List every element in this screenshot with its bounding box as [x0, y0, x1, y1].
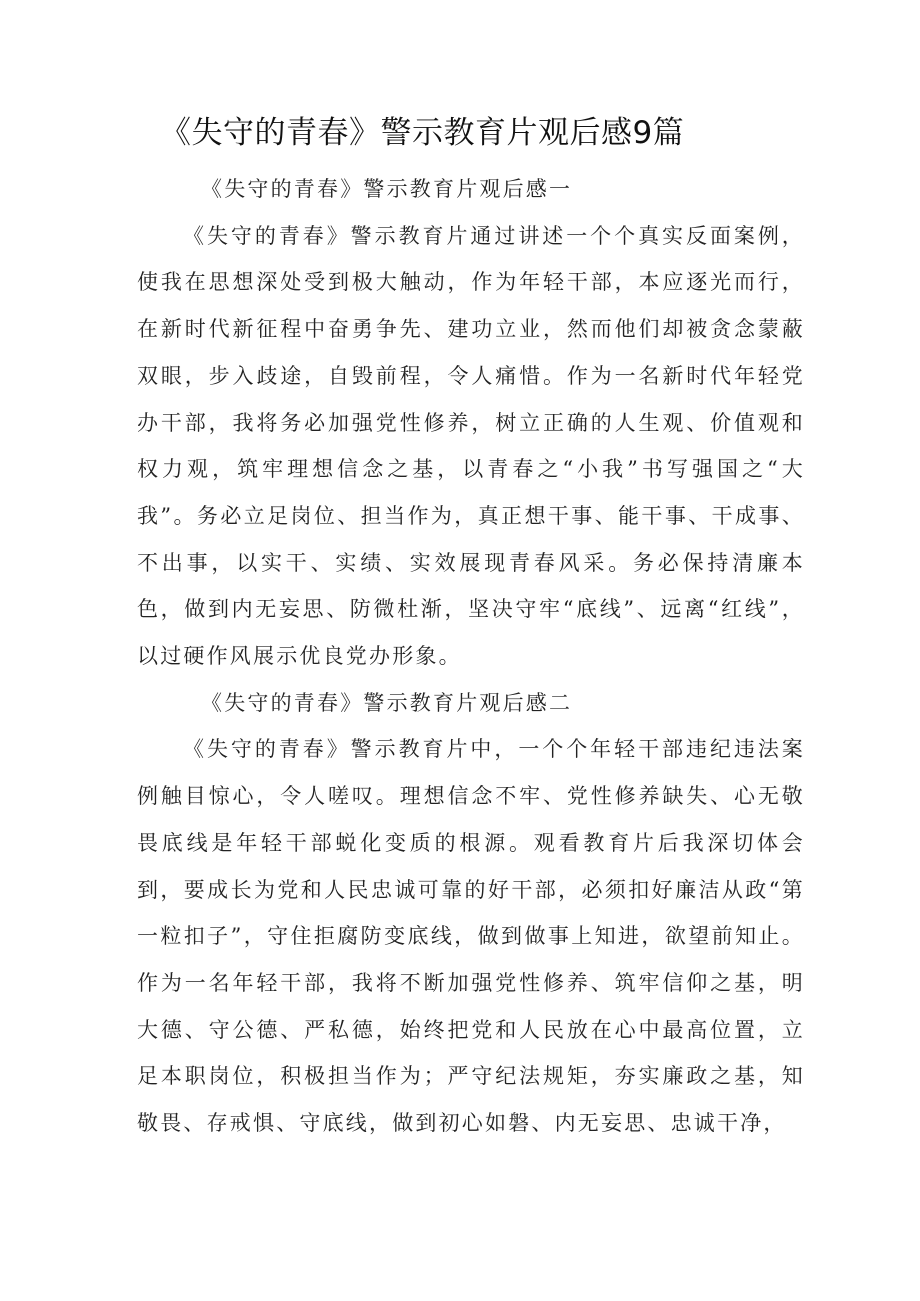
- document-title: 《失守的青春》警示教育片观后感9篇: [160, 115, 685, 151]
- section-paragraph-2: 《失守的青春》警示教育片中，一个个年轻干部违纪违法案例触目惊心，令人嗟叹。理想信念不牢、党性修养缺失、心无敬畏底线是年轻干部蜕化变质的根源。观看教育片后我深切体会到，要成长为党和人民忠诚可靠的好干部，必须扣好廉洁从政“第一粒扣子”，守住拒腐防变底线，做到做事上知进，欲望前知止。作为一名年轻干部，我将不断加强党性修养、筑牢信仰之基，明大德、守公德、严私德，始终把党和人民放在心中最高位置，立足本职岗位，积极担当作为；严守纪法规矩，夯实廉政之基，知敬畏、存戒惧、守底线，做到初心如磐、内无妄思、忠诚干净，: [137, 737, 805, 1136]
- document-body: [137, 166, 805, 1147]
- section-heading-1: 《失守的青春》警示教育片观后感一: [201, 177, 573, 201]
- section-heading-2: 《失守的青春》警示教育片观后感二: [201, 690, 573, 715]
- section-paragraph-1: 《失守的青春》警示教育片通过讲述一个个真实反面案例，使我在思想深处受到极大触动，作为年轻干部，本应逐光而行，在新时代新征程中奋勇争先、建功立业，然而他们却被贪念蒙蔽双眼，步入歧途，自毁前程，令人痛惜。作为一名新时代年轻党办干部，我将务必加强党性修养，树立正确的人生观、价值观和权力观，筑牢理想信念之基，以青春之“小我”书写强国之“大我”。务必立足岗位、担当作为，真正想干事、能干事、干成事、不出事，以实干、实绩、实效展现青春风采。务必保持清廉本色，做到内无妄思、防微杜渐，坚决守牢“底线”、远离“红线”，以过硬作风展示优良党办形象。: [137, 223, 805, 669]
